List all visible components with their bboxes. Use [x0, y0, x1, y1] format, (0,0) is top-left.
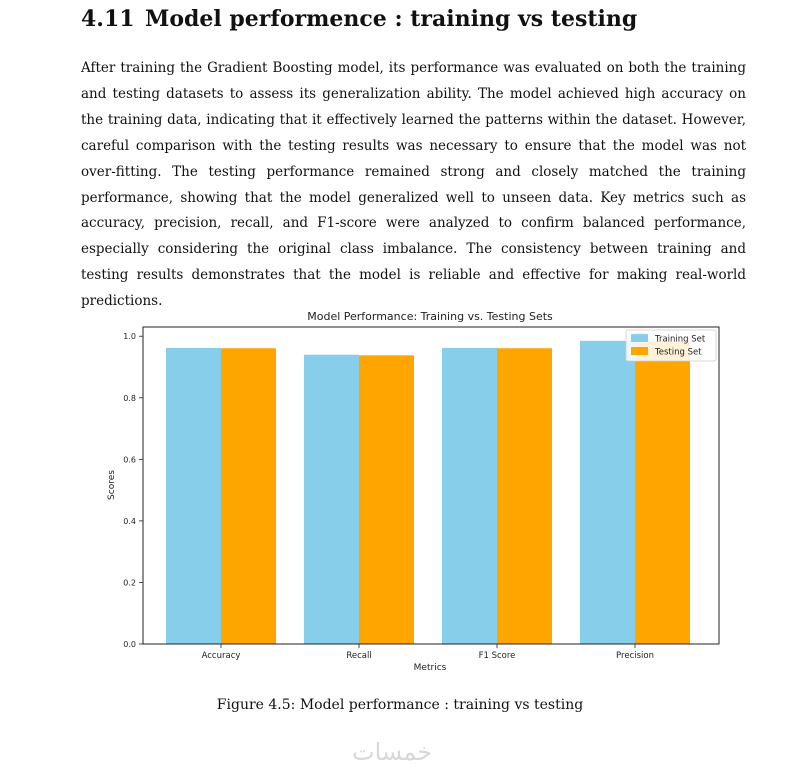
legend-label-testing: Testing Set [655, 347, 702, 358]
bar-testing-recall [359, 355, 414, 644]
bar-training-accuracy [166, 348, 221, 644]
y-tick-label: 0.8 [123, 393, 136, 403]
legend-swatch-training [631, 334, 648, 342]
bar-training-recall [304, 355, 359, 644]
x-tick-label: Precision [616, 651, 654, 661]
y-tick-label: 0.4 [123, 516, 136, 526]
x-axis-ticks [202, 644, 654, 661]
bar-testing-f1-score [497, 348, 552, 644]
bar-training-precision [580, 341, 635, 644]
y-tick-label: 1.0 [123, 332, 136, 342]
watermark: خمسات [352, 738, 433, 766]
y-tick-label: 0.6 [123, 455, 136, 465]
x-tick-label: Accuracy [201, 651, 241, 661]
section-number: 4.11 [81, 6, 135, 32]
x-tick-label: Recall [346, 651, 372, 661]
legend-label-training: Training Set [655, 334, 706, 345]
x-axis-label: Metrics [413, 663, 447, 673]
figure-caption: Figure 4.5: Model performance : training vs testing [216, 697, 584, 713]
performance-bar-chart [100, 300, 730, 680]
x-tick-label: F1 Score [478, 651, 516, 661]
y-axis-label: Scores [107, 470, 117, 500]
section-heading [81, 6, 637, 32]
y-axis-ticks [123, 332, 143, 649]
bar-training-f1-score [442, 348, 497, 644]
chart-legend [626, 330, 716, 361]
chart-title: Model Performance: Training vs. Testing Sets [307, 310, 553, 323]
body-paragraph: After training the Gradient Boosting model, its performance was evaluated on both the training and testing datasets to assess its generalization ability. The model achieved high accuracy on the training data, indicating that it effectively learned the patterns within the dataset. However, careful comparison with the testing results was necessary to ensure that the model was not over-fitting. The testing performance remained strong and closely matched the training performance, showing that the model generalized well to unseen data. Key metrics such as accuracy, precision, recall, and F1-score were analyzed to confirm balanced performance, especially considering the original class imbalance. The consistency between training and testing results demonstrates that the model is reliable and effective for making real-world predictions. [81, 60, 746, 310]
bar-testing-precision [635, 341, 690, 644]
section-title: Model performence : training vs testing [145, 6, 638, 32]
y-tick-label: 0.0 [123, 640, 136, 649]
bar-testing-accuracy [221, 348, 276, 644]
y-tick-label: 0.2 [123, 578, 136, 588]
legend-swatch-testing [631, 347, 648, 355]
bar-group [166, 341, 690, 644]
